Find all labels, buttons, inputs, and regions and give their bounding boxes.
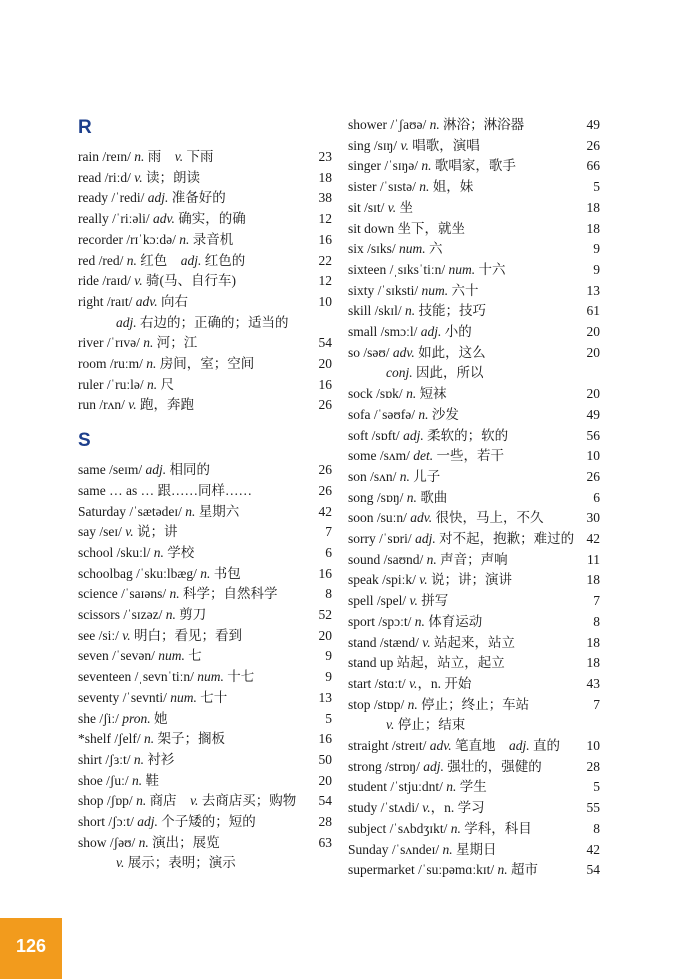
entry-text: show /ʃəʊ/ n. 演出；展览 [78, 834, 220, 850]
vocabulary-entry [348, 260, 600, 280]
entry-text: see /siː/ v. 明白；看见；看到 [78, 627, 242, 643]
vocabulary-entry [78, 522, 332, 542]
vocabulary-entry [348, 281, 600, 301]
vocabulary-entry [348, 757, 600, 777]
entry-text: shoe /ʃuː/ n. 鞋 [78, 772, 159, 788]
entry-page-number: 5 [593, 179, 600, 195]
entry-text: science /ˈsaɪəns/ n. 科学；自然科学 [78, 586, 278, 602]
entry-page-number: 61 [586, 303, 600, 319]
entry-page-number: 52 [318, 607, 332, 622]
vocabulary-entry [78, 271, 332, 291]
entry-text: study /ˈstʌdi/ v.，n. 学习 [348, 800, 485, 816]
entry-page-number: 38 [318, 190, 332, 206]
entry-page-number: 26 [586, 137, 600, 153]
vocabulary-entry [78, 771, 332, 791]
entry-text: some /sʌm/ det. 一些，若干 [348, 448, 505, 464]
entry-page-number: 10 [318, 293, 332, 309]
vocabulary-entry [348, 384, 600, 404]
vocabulary-entry [78, 395, 332, 415]
entry-text: shower /ˈʃaʊə/ n. 淋浴；淋浴器 [348, 117, 525, 132]
entry-text: read /riːd/ v. 读；朗读 [78, 169, 200, 185]
vocabulary-entry [78, 502, 332, 522]
entry-page-number: 16 [318, 731, 332, 747]
entry-page-number: 42 [586, 531, 600, 546]
vocabulary-entry [78, 375, 332, 395]
entry-page-number: 9 [325, 648, 332, 664]
entry-text: shirt /ʃɜːt/ n. 衬衫 [78, 751, 175, 767]
vocabulary-entry [348, 591, 600, 611]
vocabulary-entry-continuation [348, 715, 600, 735]
entry-text: soon /suːn/ adv. 很快，马上，不久 [348, 510, 544, 526]
vocabulary-entry [78, 230, 332, 250]
entry-text: subject /ˈsʌbdʒɪkt/ n. 学科，科目 [348, 820, 532, 836]
entry-text: *shelf /ʃelf/ n. 架子；搁板 [78, 731, 225, 747]
vocabulary-entry [78, 626, 332, 646]
entry-text: sing /sɪŋ/ v. 唱歌，演唱 [348, 137, 480, 153]
section-heading-s: S [78, 430, 91, 452]
vocabulary-entry [348, 819, 600, 839]
entry-text: say /seɪ/ v. 说；讲 [78, 524, 178, 540]
vocabulary-entry [348, 467, 600, 487]
entry-text: schoolbag /ˈskuːlbæg/ n. 书包 [78, 565, 241, 581]
entry-page-number: 54 [586, 862, 600, 878]
entry-text: seventy /ˈsevnti/ num. 七十 [78, 689, 228, 705]
vocabulary-entry [78, 584, 332, 604]
entry-text: speak /spiːk/ v. 说；讲；演讲 [348, 572, 512, 588]
entry-page-number: 8 [593, 820, 600, 836]
entry-text: six /sɪks/ num. 六 [348, 241, 443, 257]
entry-page-number: 10 [586, 738, 600, 753]
entry-text: river /ˈrɪvə/ n. 河；江 [78, 335, 198, 351]
vocabulary-entry [348, 570, 600, 590]
entry-text: supermarket /ˈsuːpəmɑːkɪt/ n. 超市 [348, 862, 539, 878]
vocabulary-entry [348, 405, 600, 425]
entry-text: same /seɪm/ adj. 相同的 [78, 462, 211, 478]
entry-text: ready /ˈredi/ adj. 准备好的 [78, 190, 226, 206]
entry-text: Saturday /ˈsætədeɪ/ n. 星期六 [78, 503, 240, 519]
entry-text: seventeen /ˌsevnˈtiːn/ num. 十七 [78, 669, 255, 685]
vocabulary-entry [78, 750, 332, 770]
entry-page-number: 18 [586, 199, 600, 215]
entry-page-number: 49 [586, 117, 600, 132]
entry-text: sixty /ˈsɪksti/ num. 六十 [348, 282, 479, 298]
entry-page-number: 13 [586, 282, 600, 298]
entry-text: sister /ˈsɪstə/ n. 姐，妹 [348, 179, 474, 195]
entry-text: son /sʌn/ n. 儿子 [348, 468, 441, 484]
vocabulary-entry [348, 633, 600, 653]
entry-page-number: 10 [586, 448, 600, 464]
entry-page-number: 18 [318, 169, 332, 185]
entry-page-number: 49 [586, 406, 600, 422]
entry-text: sit down 坐下，就坐 [348, 220, 466, 236]
entry-page-number: 5 [325, 710, 332, 726]
entry-text: stop /stɒp/ n. 停止；终止；车站 [348, 696, 530, 712]
vocabulary-entry [348, 695, 600, 715]
entry-text: singer /ˈsɪŋə/ n. 歌唱家，歌手 [348, 158, 516, 174]
entry-text: really /ˈriːəli/ adv. 确实，的确 [78, 211, 246, 227]
entry-text: scissors /ˈsɪzəz/ n. 剪刀 [78, 607, 207, 622]
entry-page-number: 13 [318, 689, 332, 705]
entry-text: conj. 因此，所以 [386, 365, 484, 381]
entry-page-number: 42 [586, 841, 600, 857]
entry-text: seven /ˈsevən/ num. 七 [78, 648, 202, 664]
entry-page-number: 16 [318, 376, 332, 392]
entry-page-number: 18 [586, 634, 600, 650]
entry-page-number: 26 [586, 468, 600, 484]
vocabulary-entry [78, 292, 332, 312]
entry-text: rain /reɪn/ n. 雨 v. 下雨 [78, 149, 214, 164]
vocabulary-entry [348, 156, 600, 176]
vocabulary-entry-continuation [348, 363, 600, 383]
entry-page-number: 66 [586, 158, 600, 174]
entry-page-number: 28 [318, 814, 332, 829]
vocabulary-entry [348, 322, 600, 342]
entry-page-number: 16 [318, 565, 332, 581]
vocabulary-entry [78, 646, 332, 666]
entry-text: run /rʌn/ v. 跑，奔跑 [78, 397, 194, 413]
entry-text: room /ruːm/ n. 房间，室；空间 [78, 356, 255, 371]
entry-page-number: 6 [325, 544, 332, 560]
entry-text: sixteen /ˌsɪksˈtiːn/ num. 十六 [348, 261, 506, 277]
vocabulary-entry [348, 136, 600, 156]
entry-page-number: 55 [586, 800, 600, 816]
entry-text: sound /saʊnd/ n. 声音；声响 [348, 551, 508, 567]
entry-text: sofa /ˈsəʊfə/ n. 沙发 [348, 406, 459, 422]
vocabulary-entry [78, 543, 332, 563]
entry-text: recorder /rɪˈkɔːdə/ n. 录音机 [78, 231, 234, 247]
entry-text: skill /skɪl/ n. 技能；技巧 [348, 303, 487, 319]
vocabulary-entry [78, 667, 332, 687]
entry-text: student /ˈstjuːdnt/ n. 学生 [348, 779, 487, 795]
entry-text: school /skuːl/ n. 学校 [78, 544, 195, 560]
vocabulary-entry [78, 709, 332, 729]
entry-page-number: 12 [318, 273, 332, 289]
entry-text: spell /spel/ v. 拼写 [348, 593, 449, 609]
entry-page-number: 22 [318, 252, 332, 268]
entry-page-number: 20 [586, 386, 600, 402]
vocabulary-entry [348, 446, 600, 466]
vocabulary-entry [78, 564, 332, 584]
entry-page-number: 56 [586, 427, 600, 443]
vocabulary-entry [348, 488, 600, 508]
vocabulary-entry [348, 115, 600, 135]
vocabulary-entry [348, 612, 600, 632]
entry-text: strong /strɒŋ/ adj. 强壮的，强健的 [348, 758, 542, 774]
entry-page-number: 20 [586, 344, 600, 360]
entry-page-number: 26 [318, 482, 332, 498]
vocabulary-entry [348, 736, 600, 756]
entry-text: sorry /ˈsɒri/ adj. 对不起，抱歉；难过的 [348, 531, 575, 546]
entry-page-number: 12 [318, 211, 332, 227]
entry-text: stand /stænd/ v. 站起来，站立 [348, 634, 516, 650]
entry-page-number: 30 [586, 510, 600, 526]
entry-page-number: 9 [325, 669, 332, 685]
entry-page-number: 9 [593, 241, 600, 257]
entry-text: sport /spɔːt/ n. 体育运动 [348, 613, 483, 629]
entry-page-number: 18 [586, 572, 600, 588]
vocabulary-entry [78, 333, 332, 353]
entry-page-number: 50 [318, 751, 332, 767]
entry-text: shop /ʃɒp/ n. 商店 v. 去商店买；购物 [78, 793, 297, 809]
entry-text: ruler /ˈruːlə/ n. 尺 [78, 376, 174, 392]
vocabulary-entry [348, 674, 600, 694]
page-number-tab [0, 918, 62, 979]
entry-text: small /smɔːl/ adj. 小的 [348, 324, 472, 339]
vocabulary-entry [78, 791, 332, 811]
vocabulary-entry [348, 798, 600, 818]
entry-page-number: 18 [586, 220, 600, 236]
entry-page-number: 11 [587, 551, 600, 567]
vocabulary-entry [348, 508, 600, 528]
vocabulary-entry [78, 812, 332, 832]
entry-page-number: 7 [325, 524, 332, 540]
entry-text: start /stɑːt/ v.，n. 开始 [348, 675, 472, 691]
vocabulary-entry [78, 354, 332, 374]
vocabulary-entry [78, 168, 332, 188]
entry-text: ride /raɪd/ v. 骑(马、自行车) [78, 273, 236, 289]
vocabulary-entry [348, 198, 600, 218]
entry-page-number: 43 [586, 675, 600, 691]
entry-text: so /səʊ/ adv. 如此，这么 [348, 344, 486, 360]
entry-page-number: 7 [593, 696, 600, 712]
entry-text: right /raɪt/ adv. 向右 [78, 293, 188, 309]
entry-page-number: 7 [593, 593, 600, 609]
vocabulary-entry [348, 653, 600, 673]
section-heading-r: R [78, 117, 92, 138]
entry-page-number: 6 [593, 489, 600, 505]
entry-page-number: 28 [586, 758, 600, 774]
vocabulary-entry [348, 343, 600, 363]
vocabulary-entry [348, 550, 600, 570]
vocabulary-entry [78, 605, 332, 625]
vocabulary-entry [348, 860, 600, 880]
vocabulary-entry [78, 209, 332, 229]
entry-page-number: 42 [318, 503, 332, 519]
entry-page-number: 8 [325, 586, 332, 602]
vocabulary-entry-continuation [78, 853, 332, 873]
entry-page-number: 18 [586, 655, 600, 671]
entry-text: Sunday /ˈsʌndeɪ/ n. 星期日 [348, 841, 497, 857]
entry-text: short /ʃɔːt/ adj. 个子矮的；短的 [78, 814, 256, 829]
entry-page-number: 26 [318, 397, 332, 413]
entry-page-number: 8 [593, 613, 600, 629]
entry-text: straight /streɪt/ adv. 笔直地 adj. 直的 [348, 738, 561, 753]
entry-text: she /ʃiː/ pron. 她 [78, 710, 168, 726]
vocabulary-entry [78, 188, 332, 208]
entry-text: adj. 右边的；正确的；适当的 [116, 314, 289, 330]
vocabulary-entry [78, 481, 332, 501]
vocabulary-entry [348, 426, 600, 446]
entry-page-number: 20 [318, 627, 332, 643]
entry-page-number: 16 [318, 231, 332, 247]
vocabulary-entry [78, 251, 332, 271]
entry-page-number: 63 [318, 834, 332, 850]
vocabulary-entry [348, 529, 600, 549]
vocabulary-entry [78, 729, 332, 749]
entry-text: same … as … 跟……同样…… [78, 482, 252, 498]
vocabulary-entry [78, 460, 332, 480]
entry-page-number: 26 [318, 462, 332, 478]
entry-page-number: 20 [318, 772, 332, 788]
entry-text: v. 停止；结束 [386, 717, 466, 733]
entry-text: red /red/ n. 红色 adj. 红色的 [78, 252, 246, 268]
vocabulary-entry [78, 147, 332, 167]
vocabulary-entry [348, 239, 600, 259]
vocabulary-entry [348, 777, 600, 797]
entry-text: song /sɒŋ/ n. 歌曲 [348, 489, 448, 505]
vocabulary-entry [78, 688, 332, 708]
vocabulary-entry [348, 177, 600, 197]
entry-page-number: 23 [318, 149, 332, 164]
vocabulary-entry [348, 840, 600, 860]
vocabulary-entry [348, 301, 600, 321]
vocabulary-entry [78, 833, 332, 853]
entry-text: v. 展示；表明；演示 [116, 855, 236, 871]
page-number: 126 [15, 936, 47, 956]
entry-page-number: 20 [318, 356, 332, 371]
entry-text: soft /sɒft/ adj. 柔软的；软的 [348, 427, 509, 443]
entry-page-number: 5 [593, 779, 600, 795]
vocabulary-entry-continuation [78, 313, 332, 333]
entry-page-number: 9 [593, 261, 600, 277]
entry-text: sock /sɒk/ n. 短袜 [348, 386, 447, 402]
entry-page-number: 20 [586, 324, 600, 339]
entry-page-number: 54 [318, 335, 332, 351]
entry-page-number: 54 [318, 793, 332, 809]
vocabulary-entry [348, 219, 600, 239]
entry-text: sit /sɪt/ v. 坐 [348, 199, 414, 215]
entry-text: stand up 站起，站立，起立 [348, 655, 505, 671]
